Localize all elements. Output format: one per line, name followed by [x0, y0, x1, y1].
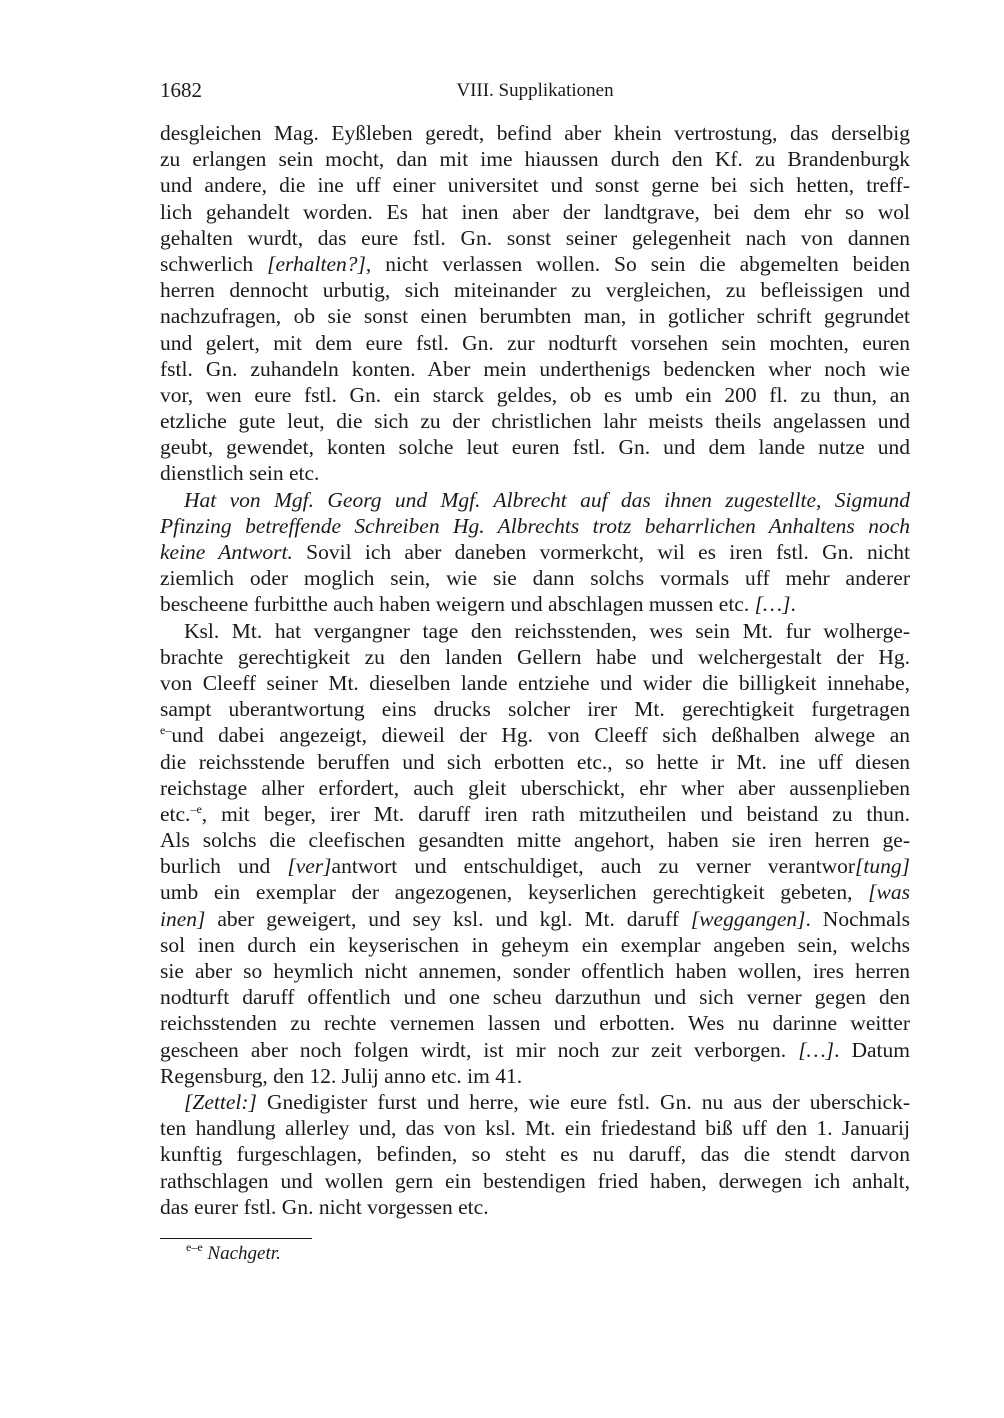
editorial-italic-text: [Zettel:] — [184, 1089, 257, 1114]
text-run: fstl. Gn. zuhandeln konten. Aber mein underthenigs bedencken wher noch wie — [160, 356, 910, 381]
text-line — [160, 906, 910, 932]
text-run: desgleichen Mag. Eyßleben geredt, befind aber khein vertrostung, das derselbig — [160, 121, 910, 145]
text-line — [160, 251, 910, 277]
text-line — [160, 225, 910, 251]
text-run: , nicht verlassen wollen. So sein die abgemelten beiden — [365, 251, 910, 276]
paragraph — [160, 487, 910, 618]
text-run: und gelert, mit dem eure fstl. Gn. zur nodturft vorsehen sein mochten, euren — [160, 330, 910, 355]
text-line — [160, 539, 910, 565]
text-line — [160, 1010, 910, 1036]
text-run: rathschlagen und wollen gern ein bestendigen fried haben, derwegen ich anhalt, — [160, 1168, 910, 1193]
text-run: umb ein exemplar der angezogenen, keyserlichen gerechtigkeit gebeten, — [160, 880, 869, 905]
text-line — [160, 670, 910, 696]
running-title: VIII. Supplikationen — [456, 80, 614, 101]
text-run: Ksl. Mt. hat vergangner tage den reichsstenden, wes sein Mt. fur wolherge- — [184, 618, 910, 643]
editorial-italic-text: [erhalten?] — [267, 251, 366, 276]
text-run: Sovil ich aber daneben vormerkcht, wil es iren fstl. Gn. nicht — [292, 540, 910, 564]
text-run: brachte gerechtigkeit zu den landen Gellern habe und welchergestalt der Hg. — [160, 644, 910, 669]
paragraph — [160, 1089, 910, 1220]
footnote — [186, 1242, 281, 1266]
text-run: schwerlich — [160, 251, 268, 276]
text-run: geubt, gewendet, konten solche leut euren fstl. Gn. und dem lande nutze und — [160, 435, 910, 460]
editorial-italic-text: […] — [798, 1037, 835, 1062]
editorial-italic-text: [was — [868, 880, 910, 905]
footnote-marker: e–e — [186, 1240, 203, 1254]
text-line — [160, 1168, 910, 1194]
text-run: zu erlangen sein mocht, dan mit ime hiaussen durch den Kf. zu Brandenburgk — [160, 147, 910, 172]
text-run: und dabei angezeigt, dieweil der Hg. von Cleeff sich deßhalben alwege an — [171, 723, 910, 748]
editorial-italic-text: inen] — [160, 906, 206, 931]
text-line — [160, 487, 910, 513]
text-run: Gnedigister furst und herre, wie eure fstl. Gn. nu aus der uberschick- — [256, 1089, 910, 1114]
page-number: 1682 — [160, 78, 202, 102]
text-line — [160, 644, 910, 670]
text-line — [160, 932, 910, 958]
text-line — [160, 853, 910, 879]
page-header — [160, 78, 910, 108]
text-run: nodturft daruff offentlich und one scheu darzuthun und sich verner gegen den — [160, 985, 910, 1010]
text-line — [160, 199, 910, 225]
text-run: reichstage alher erfordert, auch gleit uberschickt, ehr wher aber aussenplieben — [160, 775, 910, 800]
text-run: . — [790, 592, 796, 617]
text-run: Regensburg, den 12. Julij anno etc. im 41. — [160, 1063, 523, 1088]
text-line — [160, 958, 910, 984]
footnote-reference: e– — [160, 723, 172, 738]
text-line — [160, 408, 910, 434]
text-line — [160, 722, 910, 748]
text-line — [160, 356, 910, 382]
text-run: dienstlich sein etc. — [160, 461, 320, 486]
text-line — [160, 434, 910, 460]
text-run: ten handlung allerley und, das von ksl. Mt. ein friedestand biß uff den 1. Januarij — [160, 1116, 910, 1141]
footnote-divider — [160, 1238, 312, 1239]
text-run: herren dennocht urbutig, sich miteinander zu vergleichen, zu befleissigen und — [160, 278, 910, 303]
text-line — [160, 618, 910, 644]
text-line — [160, 565, 910, 591]
text-line — [160, 749, 910, 775]
text-line — [160, 146, 910, 172]
text-line — [160, 382, 910, 408]
text-line — [160, 1141, 910, 1167]
editorial-italic-text: [tung] — [855, 854, 910, 879]
text-run: , mit beger, irer Mt. daruff iren rath mitzutheilen und beistand zu thun. — [201, 801, 910, 826]
text-line — [160, 172, 910, 198]
editorial-italic-text: [ver] — [287, 854, 332, 879]
text-run: sol inen durch ein keyserischen in geheym ein exemplar angeben sein, welchs — [160, 932, 910, 957]
text-run: bescheene furbitthe auch haben weigern und abschlagen mussen etc. — [160, 592, 755, 617]
text-line — [160, 775, 910, 801]
text-line — [160, 1194, 910, 1220]
text-line — [160, 277, 910, 303]
text-run: von Cleeff seiner Mt. dieselben lande entziehe und wider die billigkeit innehabe, — [160, 670, 910, 695]
text-run: . Datum — [834, 1037, 910, 1062]
footnote-reference: –e — [190, 801, 202, 816]
text-line — [160, 591, 910, 617]
text-run: nachzufragen, ob sie sonst einen berumbten man, in gotlicher schrift gegrundet — [160, 304, 910, 329]
text-run: burlich und — [160, 854, 288, 879]
text-run: ziemlich oder moglich sein, wie sie dann solchs vormals uff mehr anderer — [160, 566, 910, 591]
text-run: gescheen aber noch folgen wirdt, ist mir noch zur zeit verborgen. — [160, 1037, 799, 1062]
text-line — [160, 1063, 910, 1089]
text-line — [160, 801, 910, 827]
text-line — [160, 879, 910, 905]
text-run: gehalten wurdt, das eure fstl. Gn. sonst seiner gelegenheit nach von dannen — [160, 225, 910, 250]
text-run: antwort und entschuldiget, auch zu verner verantwor — [331, 854, 856, 879]
text-run: sampt uberantwortung eins drucks solcher irer Mt. gerechtigkeit furgetragen — [160, 697, 910, 722]
text-run: lich gehandelt worden. Es hat inen aber der landtgrave, bei dem ehr so wol — [160, 199, 910, 224]
text-run: aber geweigert, und sey ksl. und kgl. Mt. daruff — [205, 906, 691, 931]
text-run: vor, wen eure fstl. Gn. ein starck geldes, ob es umb ein 200 fl. zu thun, an — [160, 382, 910, 407]
editorial-italic-text: keine Antwort. — [160, 540, 293, 564]
text-run: . Nochmals — [805, 906, 910, 931]
paragraph — [160, 618, 910, 1089]
text-line — [160, 460, 910, 486]
text-line — [160, 120, 910, 146]
text-run: etzliche gute leut, die sich zu der christlichen lahr meists theils angelassen und — [160, 409, 910, 434]
text-line — [160, 1037, 910, 1063]
text-run: etc. — [160, 801, 191, 826]
text-line — [160, 303, 910, 329]
paragraph — [160, 120, 910, 487]
text-line — [160, 696, 910, 722]
text-run: sie aber so heymlich nicht annemen, sonder offentlich haben wollen, ires herren — [160, 959, 910, 983]
main-text — [160, 120, 910, 1220]
editorial-italic-text: Hat von Mgf. Georg und Mgf. Albrecht auf das ihnen zugestellte, Sigmund — [184, 487, 910, 512]
text-run: Als solchs die cleefischen gesandten mitte angehort, haben sie iren herren ge- — [160, 828, 910, 853]
editorial-italic-text: [weggangen] — [690, 906, 806, 931]
text-line — [160, 1089, 910, 1115]
editorial-italic-text: […] — [754, 592, 791, 617]
text-run: und andere, die ine uff einer universitet und sonst gerne bei sich hetten, treff- — [160, 173, 910, 198]
text-run: kunftig furgeschlagen, befinden, so steht es nu daruff, das die stendt darvon — [160, 1142, 910, 1167]
text-line — [160, 330, 910, 356]
text-run: die reichsstende beruffen und sich erbotten etc., so hette ir Mt. ine uff diesen — [160, 749, 910, 774]
text-run: das eurer fstl. Gn. nicht vorgessen etc. — [160, 1194, 489, 1219]
text-line — [160, 513, 910, 539]
editorial-italic-text: Pfinzing betreffende Schreiben Hg. Albrechts trotz beharrlichen Anhaltens noch — [160, 513, 910, 538]
footnote-text: Nachgetr. — [207, 1243, 281, 1264]
text-line — [160, 1115, 910, 1141]
text-line — [160, 827, 910, 853]
text-line — [160, 984, 910, 1010]
text-run: reichsstenden zu rechte vernemen lassen und erbotten. Wes nu darinne weitter — [160, 1011, 910, 1036]
